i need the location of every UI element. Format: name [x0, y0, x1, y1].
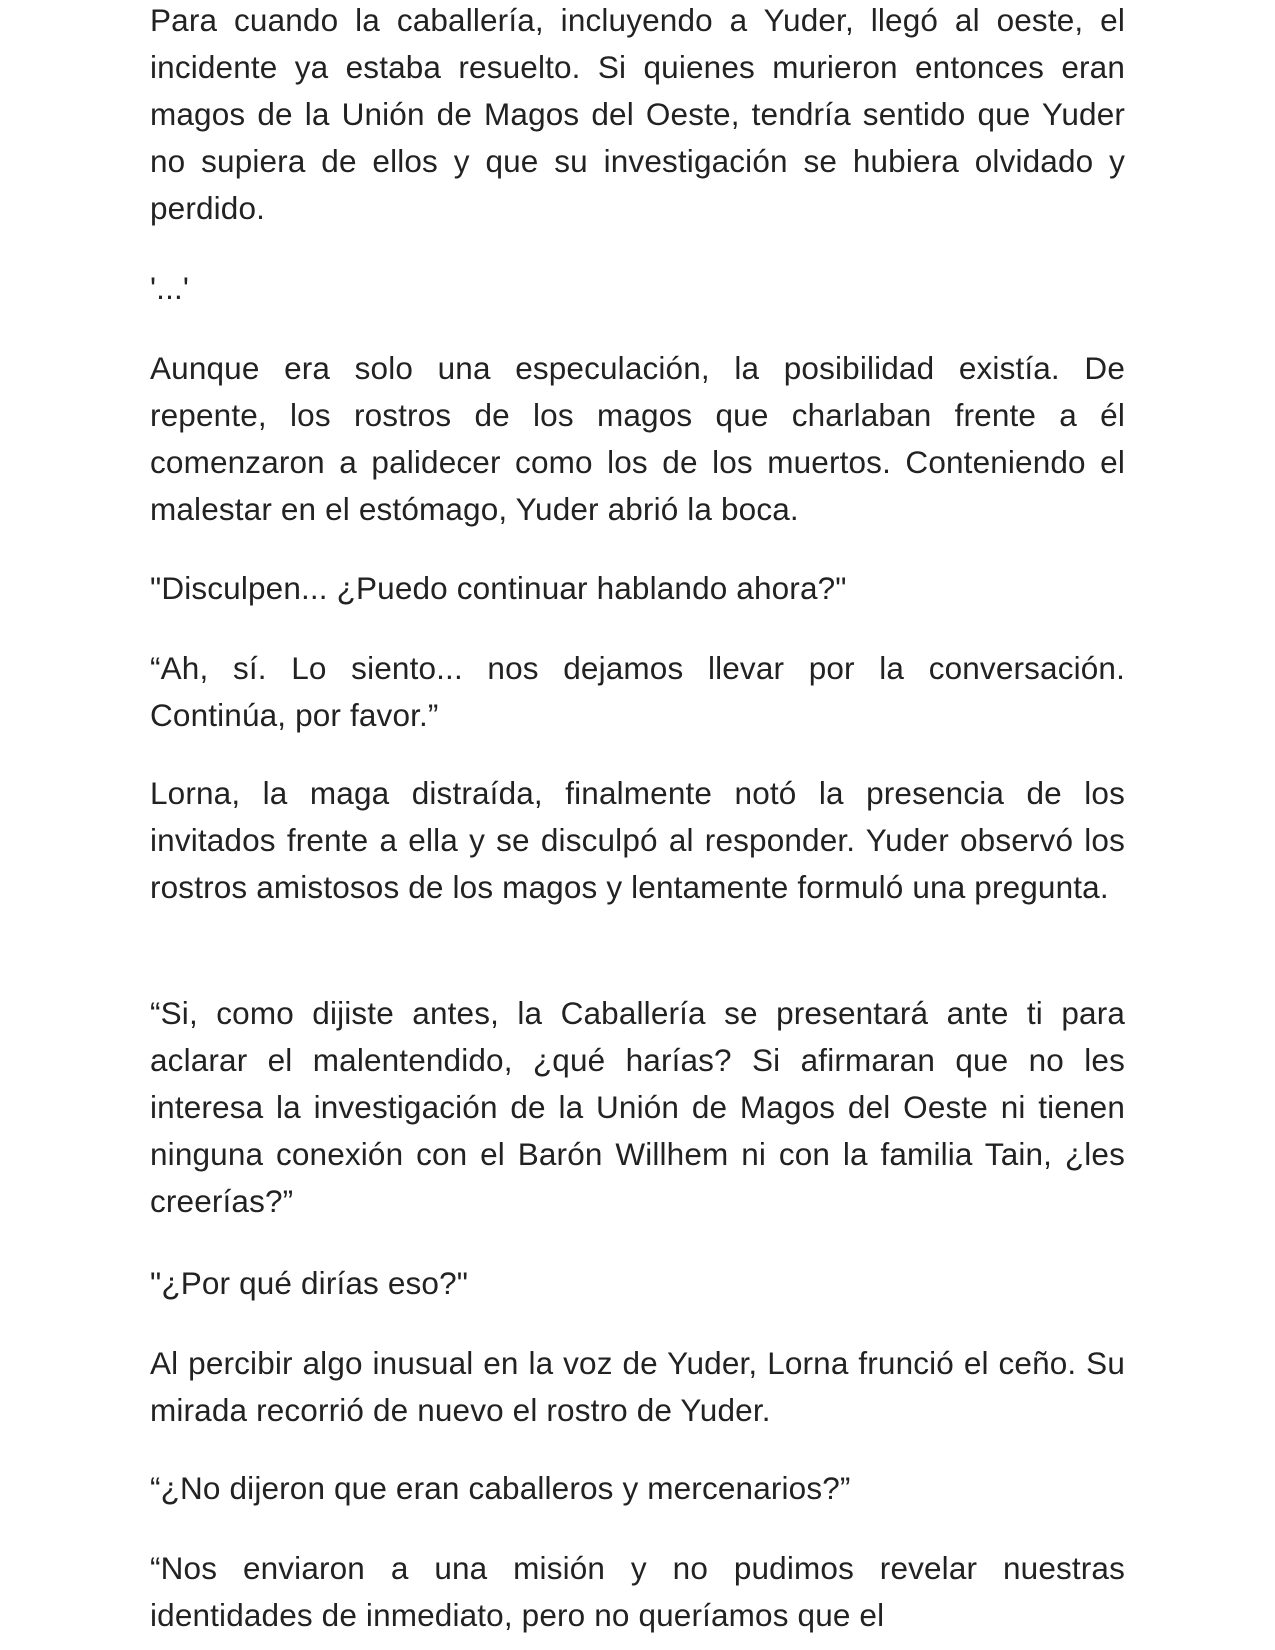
paragraph: “¿No dijeron que eran caballeros y mercenarios?” [150, 1470, 851, 1506]
paragraph: '...' [150, 270, 190, 306]
paragraph: “Si, como dijiste antes, la Caballería se presentará ante ti para aclarar el malentendido, ¿qué harías? Si afirmaran que no les interesa la investigación de la Unión de Magos del Oeste ni tienen ninguna conexión con el Barón Willhem ni con la familia Tain, ¿les creerías?” [150, 995, 1125, 1219]
paragraph: “Nos enviaron a una misión y no pudimos revelar nuestras identidades de inmediato, pero no queríamos que el [150, 1550, 1125, 1633]
paragraph: Al percibir algo inusual en la voz de Yuder, Lorna frunció el ceño. Su mirada recorrió de nuevo el rostro de Yuder. [150, 1345, 1125, 1428]
paragraph: "¿Por qué dirías eso?" [150, 1265, 469, 1301]
paragraph: Lorna, la maga distraída, finalmente notó la presencia de los invitados frente a ella y se disculpó al responder. Yuder observó los rostros amistosos de los magos y lentamente formuló una pregunta. [150, 775, 1125, 905]
document-page [150, 0, 1125, 1650]
paragraph: "Disculpen... ¿Puedo continuar hablando ahora?" [150, 570, 847, 606]
paragraph: Aunque era solo una especulación, la posibilidad existía. De repente, los rostros de los magos que charlaban frente a él comenzaron a palidecer como los de los muertos. Conteniendo el malestar en el estómago, Yuder abrió la boca. [150, 350, 1125, 527]
paragraph: “Ah, sí. Lo siento... nos dejamos llevar por la conversación. Continúa, por favor.” [150, 650, 1125, 733]
paragraph: Para cuando la caballería, incluyendo a Yuder, llegó al oeste, el incidente ya estaba resuelto. Si quienes murieron entonces eran magos de la Unión de Magos del Oeste, tendría sentido que Yuder no supiera de ellos y que su investigación se hubiera olvidado y perdido. [150, 2, 1125, 226]
